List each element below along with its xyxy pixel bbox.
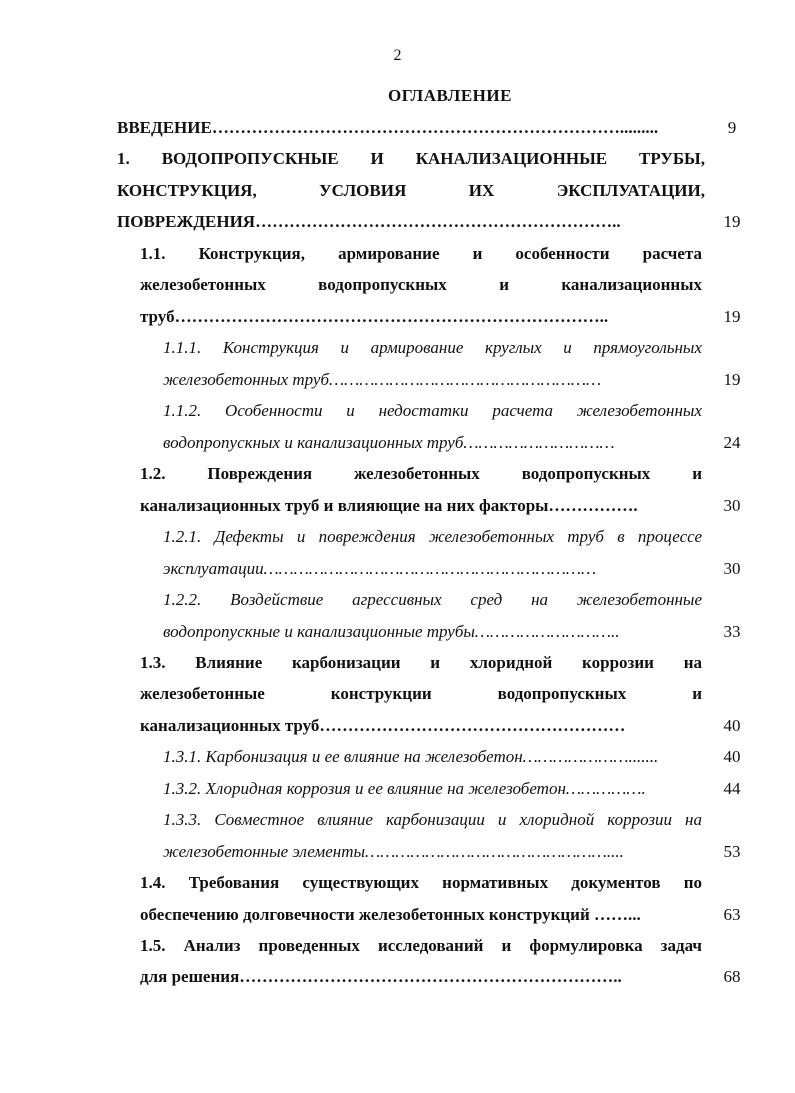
toc-entry-1-2-1[interactable] (0, 524, 795, 550)
toc-entry-line: канализационных труб……………………………………………… (140, 716, 626, 735)
toc-entry-line: железобетонные элементы………………………………………….... (163, 842, 624, 861)
toc-entry-line: для решения………………………………………………………….. (140, 967, 622, 986)
toc-entry-line: железобетонные конструкции водопропускных и (140, 684, 702, 703)
toc-entry-line: железобетонных водопропускных и канализационных (140, 275, 702, 294)
toc-entry-1-5-end[interactable] (0, 964, 795, 990)
toc-page-ref: 68 (723, 967, 741, 986)
toc-entry-line: канализационных труб и влияющие на них факторы……………. (140, 496, 638, 515)
toc-entry-line: 1.2.1. Дефекты и повреждения железобетонных труб в процессе (163, 527, 702, 546)
toc-entry-line: 1.1.1. Конструкция и армирование круглых и прямоугольных (163, 338, 702, 357)
toc-page-ref: 40 (723, 747, 741, 766)
toc-page-ref: 9 (727, 118, 737, 137)
toc-entry-line: 1.3.1. Карбонизация и ее влияние на железобетон…………………....... (163, 747, 659, 766)
toc-entry-1-2-2-end[interactable] (0, 619, 795, 645)
toc-page-ref: 19 (723, 370, 741, 389)
toc-page-ref: 44 (723, 779, 741, 798)
page-number: 2 (393, 47, 402, 64)
toc-page-ref: 33 (723, 622, 741, 641)
toc-page-ref: 63 (723, 905, 741, 924)
toc-entry-line: труб………………………………………………………………….. (140, 307, 609, 326)
toc-page-ref: 40 (723, 716, 741, 735)
toc-page-ref: 24 (723, 433, 741, 452)
toc-entry-1-3-3[interactable] (0, 807, 795, 833)
toc-entry-line: 1. ВОДОПРОПУСКНЫЕ И КАНАЛИЗАЦИОННЫЕ ТРУБЫ, (117, 149, 705, 168)
toc-entry-line: КОНСТРУКЦИЯ, УСЛОВИЯ ИХ ЭКСПЛУАТАЦИИ, (117, 181, 705, 200)
toc-entry-line: обеспечению долговечности железобетонных конструкций ……... (140, 905, 641, 924)
toc-page-ref: 19 (723, 307, 741, 326)
toc-entry-line: железобетонных труб……………………………………………… (163, 370, 602, 389)
toc-entry-chapter-1-end[interactable] (0, 209, 795, 235)
toc-entry-line: эксплуатации………………………………………………………… (163, 559, 597, 578)
toc-entry-1-1-cont[interactable] (0, 272, 795, 298)
toc-entry-line: водопропускных и канализационных труб………………………… (163, 433, 615, 452)
toc-entry-1-4[interactable] (0, 870, 795, 896)
toc-entry-line: 1.3.3. Совместное влияние карбонизации и хлоридной коррозии на (163, 810, 702, 829)
toc-entry-1-2-end[interactable] (0, 493, 795, 519)
toc-entry-line: 1.1.2. Особенности и недостатки расчета железобетонных (163, 401, 702, 420)
toc-entry-chapter-1[interactable] (0, 146, 795, 172)
toc-entry-1-5[interactable] (0, 933, 795, 959)
toc-entry-line: водопропускные и канализационные трубы……………………….. (163, 622, 620, 641)
toc-title: ОГЛАВЛЕНИЕ (388, 86, 512, 105)
toc-entry-1-4-end[interactable] (0, 902, 795, 928)
toc-entry-line: 1.4. Требования существующих нормативных документов по (140, 873, 702, 892)
toc-entry-1-2[interactable] (0, 461, 795, 487)
toc-page-ref: 19 (723, 212, 741, 231)
toc-entry-1-2-2[interactable] (0, 587, 795, 613)
toc-entry-chapter-1-cont[interactable] (0, 178, 795, 204)
toc-entry-1-1[interactable] (0, 241, 795, 267)
toc-entry-line: 1.2. Повреждения железобетонных водопропускных и (140, 464, 702, 483)
toc-entry-1-3-3-end[interactable] (0, 839, 795, 865)
toc-entry-1-3-end[interactable] (0, 713, 795, 739)
toc-entry-1-1-2-end[interactable] (0, 430, 795, 456)
toc-entry-line: ВВЕДЕНИЕ………………………………………………………………......... (117, 118, 659, 137)
toc-entry-line: ПОВРЕЖДЕНИЯ……………………………………………………….. (117, 212, 621, 231)
toc-entry-1-1-1-end[interactable] (0, 367, 795, 393)
toc-page-ref: 30 (723, 496, 741, 515)
toc-entry-1-3[interactable] (0, 650, 795, 676)
toc-entry-1-2-1-end[interactable] (0, 556, 795, 582)
toc-entry-line: 1.2.2. Воздействие агрессивных сред на железобетонные (163, 590, 702, 609)
toc-entry-line: 1.5. Анализ проведенных исследований и формулировка задач (140, 936, 702, 955)
toc-page-ref: 53 (723, 842, 741, 861)
toc-entry-line: 1.3.2. Хлоридная коррозия и ее влияние на железобетон……………. (163, 779, 646, 798)
toc-entry-line: 1.3. Влияние карбонизации и хлоридной коррозии на (140, 653, 702, 672)
toc-entry-line: 1.1. Конструкция, армирование и особенности расчета (140, 244, 702, 263)
toc-entry-introduction[interactable] (0, 115, 795, 141)
toc-entry-1-1-end[interactable] (0, 304, 795, 330)
toc-entry-1-1-1[interactable] (0, 335, 795, 361)
toc-page-ref: 30 (723, 559, 741, 578)
toc-entry-1-3-1[interactable] (0, 744, 795, 770)
toc-entry-1-3-2[interactable] (0, 776, 795, 802)
toc-entry-1-1-2[interactable] (0, 398, 795, 424)
toc-entry-1-3-cont[interactable] (0, 681, 795, 707)
